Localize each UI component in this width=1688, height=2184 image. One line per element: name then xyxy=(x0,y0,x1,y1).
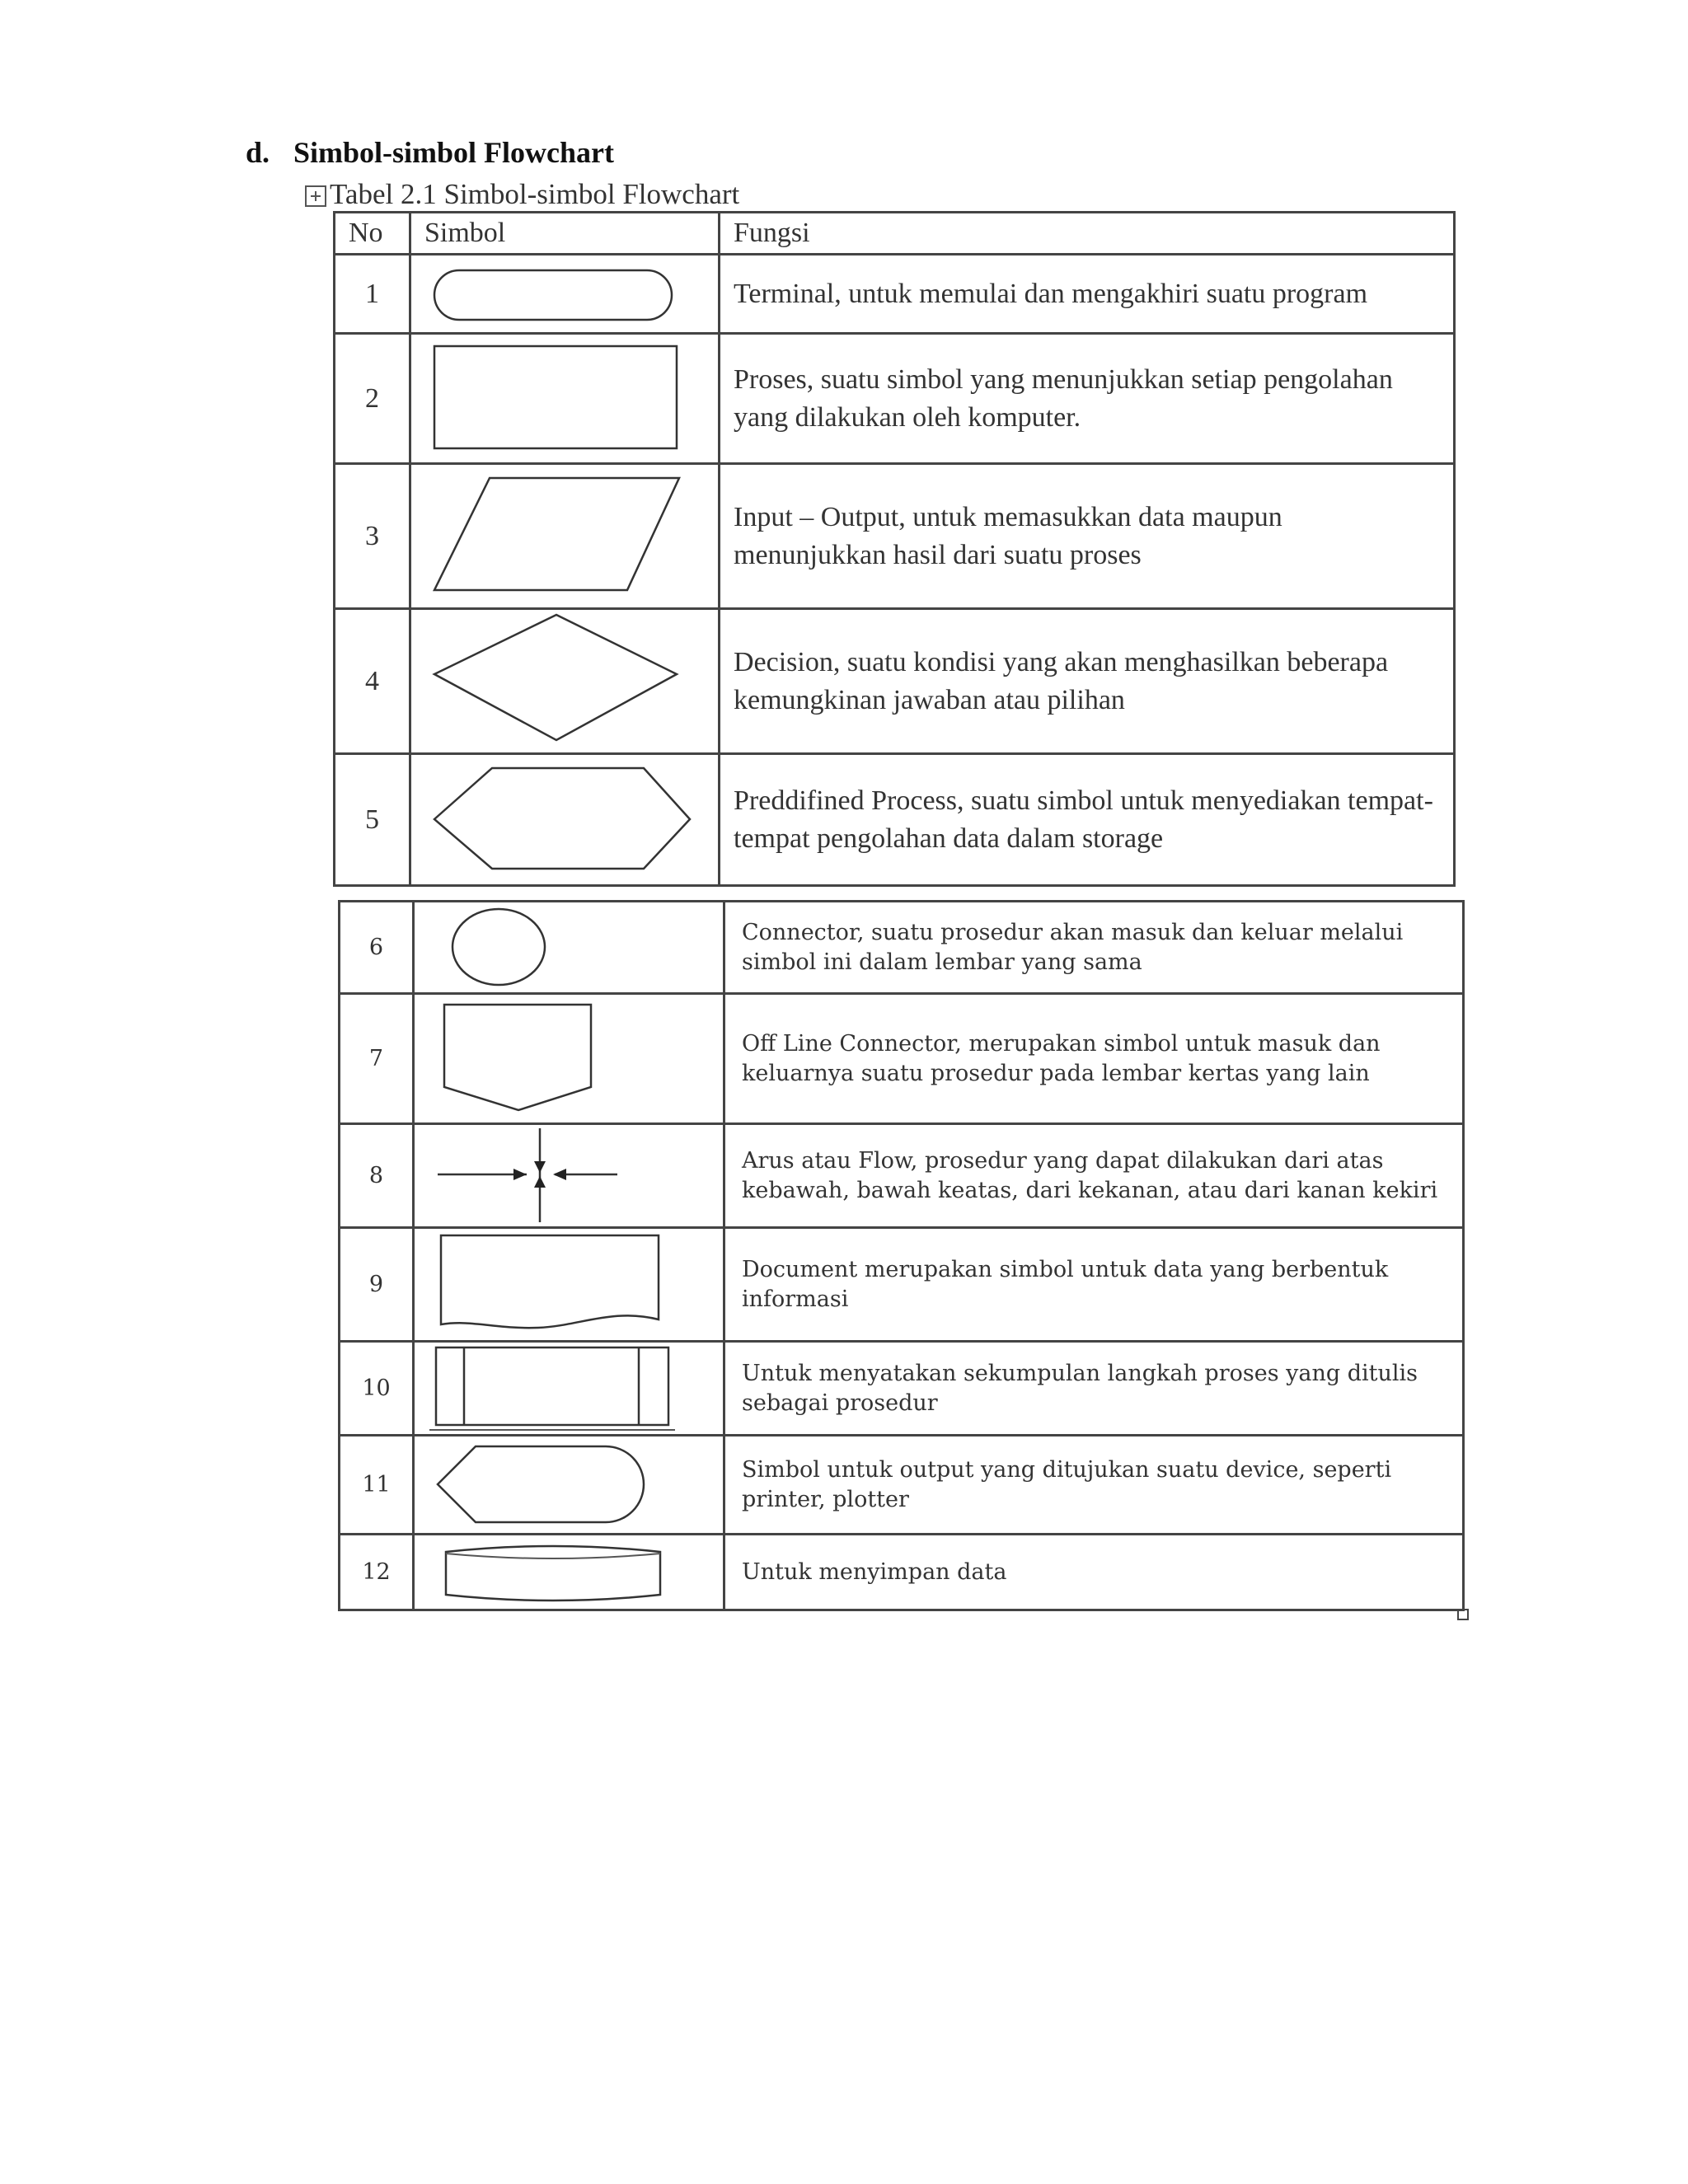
symbol-cell xyxy=(410,255,720,334)
table-row xyxy=(340,902,1464,994)
symbol-cell xyxy=(414,1342,724,1436)
storage-symbol-icon xyxy=(415,1535,723,1609)
function-text: Untuk menyatakan sekumpulan langkah proses yang ditulis sebagai prosedur xyxy=(724,1342,1464,1436)
symbol-cell xyxy=(410,754,720,886)
table-row xyxy=(335,255,1455,334)
display-symbol-icon xyxy=(415,1436,723,1533)
subroutine-symbol-icon xyxy=(415,1343,723,1434)
input-output-symbol-icon xyxy=(411,465,718,607)
function-text: Off Line Connector, merupakan simbol untuk masuk dan keluarnya suatu prosedur pada lembar kertas yang lain xyxy=(724,994,1464,1124)
decision-symbol-icon xyxy=(411,610,718,752)
symbol-cell xyxy=(414,1124,724,1228)
document-symbol-icon xyxy=(415,1229,723,1340)
row-number: 2 xyxy=(335,334,410,464)
function-text: Preddifined Process, suatu simbol untuk menyediakan tempat-tempat pengolahan data dalam storage xyxy=(720,754,1455,886)
row-number: 9 xyxy=(340,1228,414,1342)
table-row xyxy=(335,464,1455,609)
section-heading xyxy=(246,135,614,170)
process-symbol-icon xyxy=(411,335,718,462)
table-caption-text: Tabel 2.1 Simbol-simbol Flowchart xyxy=(330,178,740,210)
row-number: 3 xyxy=(335,464,410,609)
function-text: Proses, suatu simbol yang menunjukkan setiap pengolahan yang dilakukan oleh komputer. xyxy=(720,334,1455,464)
symbol-cell xyxy=(410,609,720,754)
symbol-cell xyxy=(414,1535,724,1610)
off-page-connector-symbol-icon xyxy=(415,995,723,1122)
function-text: Document merupakan simbol untuk data yang berbentuk informasi xyxy=(724,1228,1464,1342)
function-text: Input – Output, untuk memasukkan data maupun menunjukkan hasil dari suatu proses xyxy=(720,464,1455,609)
function-text: Simbol untuk output yang ditujukan suatu device, seperti printer, plotter xyxy=(724,1436,1464,1535)
table-move-handle-icon[interactable] xyxy=(305,185,326,207)
section-title: Simbol-simbol Flowchart xyxy=(293,136,615,169)
table-row xyxy=(340,1124,1464,1228)
table-row xyxy=(340,994,1464,1124)
symbol-cell xyxy=(414,902,724,994)
symbol-cell xyxy=(410,334,720,464)
flow-arrows-symbol-icon xyxy=(415,1125,723,1226)
row-number: 12 xyxy=(340,1535,414,1610)
function-text: Decision, suatu kondisi yang akan menghasilkan beberapa kemungkinan jawaban atau pilihan xyxy=(720,609,1455,754)
table-row xyxy=(340,1342,1464,1436)
symbol-cell xyxy=(414,1436,724,1535)
symbol-cell xyxy=(414,1228,724,1342)
header-symbol: Simbol xyxy=(410,213,720,255)
function-text: Connector, suatu prosedur akan masuk dan keluar melalui simbol ini dalam lembar yang sama xyxy=(724,902,1464,994)
row-number: 1 xyxy=(335,255,410,334)
terminal-symbol-icon xyxy=(411,255,718,332)
table-row xyxy=(340,1535,1464,1610)
flowchart-symbols-table-part-1 xyxy=(333,211,1456,887)
section-letter: d. xyxy=(246,136,270,169)
table-row xyxy=(335,754,1455,886)
header-function: Fungsi xyxy=(720,213,1455,255)
table-row xyxy=(335,609,1455,754)
flowchart-symbols-table-part-2 xyxy=(338,900,1465,1611)
row-number: 7 xyxy=(340,994,414,1124)
table-row xyxy=(340,1228,1464,1342)
symbol-cell xyxy=(410,464,720,609)
table-row xyxy=(335,334,1455,464)
header-no: No xyxy=(335,213,410,255)
table-resize-handle-icon[interactable] xyxy=(1457,1609,1469,1620)
row-number: 8 xyxy=(340,1124,414,1228)
predefined-process-symbol-icon xyxy=(411,755,718,884)
symbol-cell xyxy=(414,994,724,1124)
row-number: 6 xyxy=(340,902,414,994)
table-row xyxy=(340,1436,1464,1535)
row-number: 5 xyxy=(335,754,410,886)
row-number: 11 xyxy=(340,1436,414,1535)
function-text: Terminal, untuk memulai dan mengakhiri suatu program xyxy=(720,255,1455,334)
row-number: 10 xyxy=(340,1342,414,1436)
function-text: Untuk menyimpan data xyxy=(724,1535,1464,1610)
connector-symbol-icon xyxy=(415,902,723,992)
row-number: 4 xyxy=(335,609,410,754)
table-header-row xyxy=(335,213,1455,255)
function-text: Arus atau Flow, prosedur yang dapat dilakukan dari atas kebawah, bawah keatas, dari kekanan, atau dari kanan kekiri xyxy=(724,1124,1464,1228)
table-caption xyxy=(305,178,739,211)
